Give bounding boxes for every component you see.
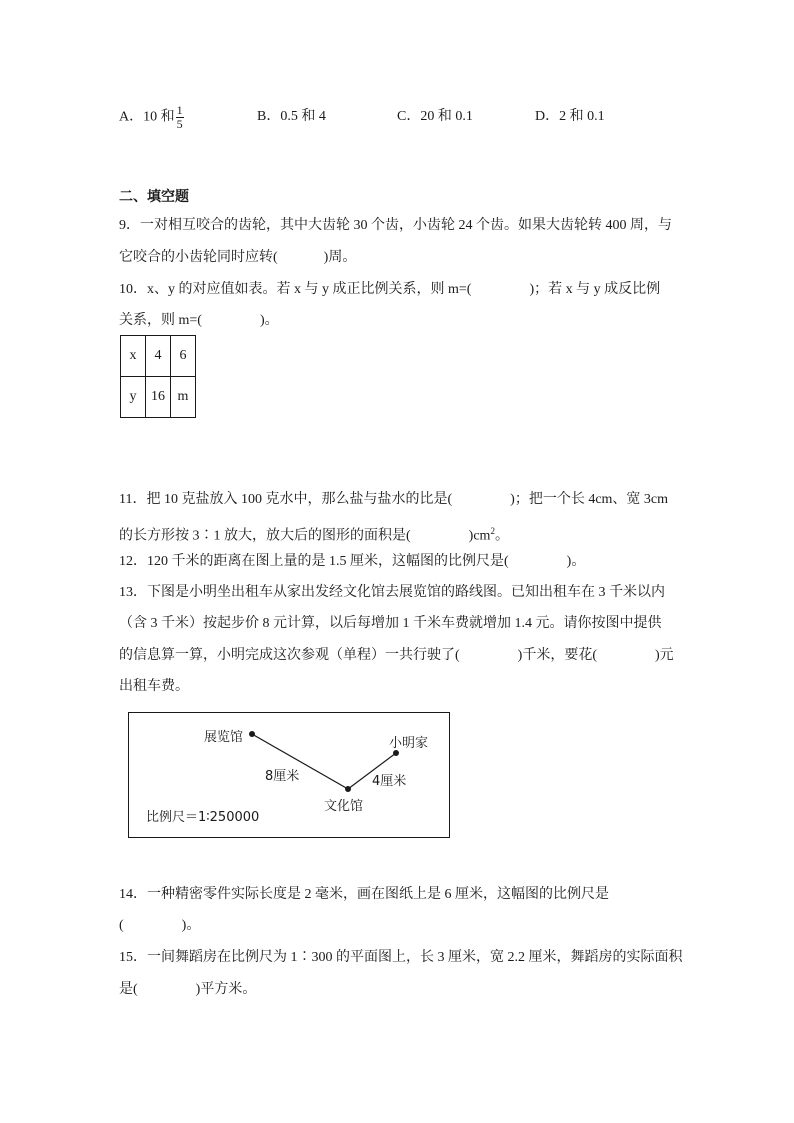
table-cell: 6: [171, 336, 196, 377]
section-title: 二、填空题: [119, 189, 189, 205]
q12-line1: 12．120 千米的距离在图上量的是 1.5 厘米，这幅图的比例尺是( )。: [119, 554, 586, 569]
q10-line1: 10．x、y 的对应值如表。若 x 与 y 成正比例关系，则 m=( )；若 x 与 y 成反比例: [119, 282, 661, 297]
q11-line2: 的长方形按 3∶1 放大，放大后的图形的面积是( )$cm^2$。: [119, 526, 509, 544]
option-c: C．20 和 0.1: [397, 109, 473, 124]
q9-line1: 9．一对相互咬合的齿轮，其中大齿轮 30 个齿，小齿轮 24 个齿。如果大齿轮转 400 周，与: [119, 218, 672, 233]
q13-line2: （含 3 千米）按起步价 8 元计算，以后每增加 1 千米车费就增加 1.4 元。请你按图中提供: [119, 616, 662, 631]
table-cell: 4: [146, 336, 171, 377]
scale-label: 比例尺＝1∶250000: [146, 810, 260, 825]
table-cell: m: [171, 377, 196, 418]
q9-line2: 它咬合的小齿轮同时应转( )周。: [119, 250, 357, 265]
culture-label: 文化馆: [324, 799, 364, 814]
fraction-one-fifth: $\frac{1}{5}$: [176, 103, 183, 131]
table-cell: 16: [146, 377, 171, 418]
option-a: [119, 104, 184, 131]
xy-table: [120, 335, 196, 418]
culture-point: [345, 786, 351, 792]
q13-line1: 13．下图是小明坐出租车从家出发经文化馆去展览馆的路线图。已知出租车在 3 千米以内: [119, 585, 665, 600]
q11-line1: 11．把 10 克盐放入 100 克水中，那么盐与盐水的比是( )；把一个长 4cm、宽 3cm: [119, 492, 669, 507]
option-b: B．0.5 和 4: [257, 109, 326, 124]
table-row: [121, 336, 196, 377]
exhibition-point: [249, 731, 255, 737]
q13-line3: 的信息算一算，小明完成这次参观（单程）一共行驶了( )千米，要花( )元: [119, 648, 674, 663]
route-map: [128, 712, 450, 838]
option-a-text: A．10 和: [119, 109, 175, 125]
exhibition-label: 展览馆: [204, 730, 244, 745]
option-d: D．2 和 0.1: [535, 109, 605, 124]
table-row: [121, 377, 196, 418]
q10-line2: 关系，则 m=( )。: [119, 313, 279, 328]
home-label: 小明家: [389, 736, 429, 751]
table-cell: y: [121, 377, 146, 418]
distance-label-2: 4厘米: [372, 774, 407, 789]
q14-line1: 14．一种精密零件实际长度是 2 毫米，画在图纸上是 6 厘米，这幅图的比例尺是: [119, 887, 609, 902]
q13-line4: 出租车费。: [119, 679, 189, 694]
q15-line1: 15．一间舞蹈房在比例尺为 1∶300 的平面图上，长 3 厘米，宽 2.2 厘米，舞蹈房的实际面积: [119, 950, 683, 965]
q15-line2: 是( )平方米。: [119, 982, 257, 997]
distance-label-1: 8厘米: [265, 769, 300, 784]
table-cell: x: [121, 336, 146, 377]
q14-line2: ( )。: [119, 918, 201, 933]
